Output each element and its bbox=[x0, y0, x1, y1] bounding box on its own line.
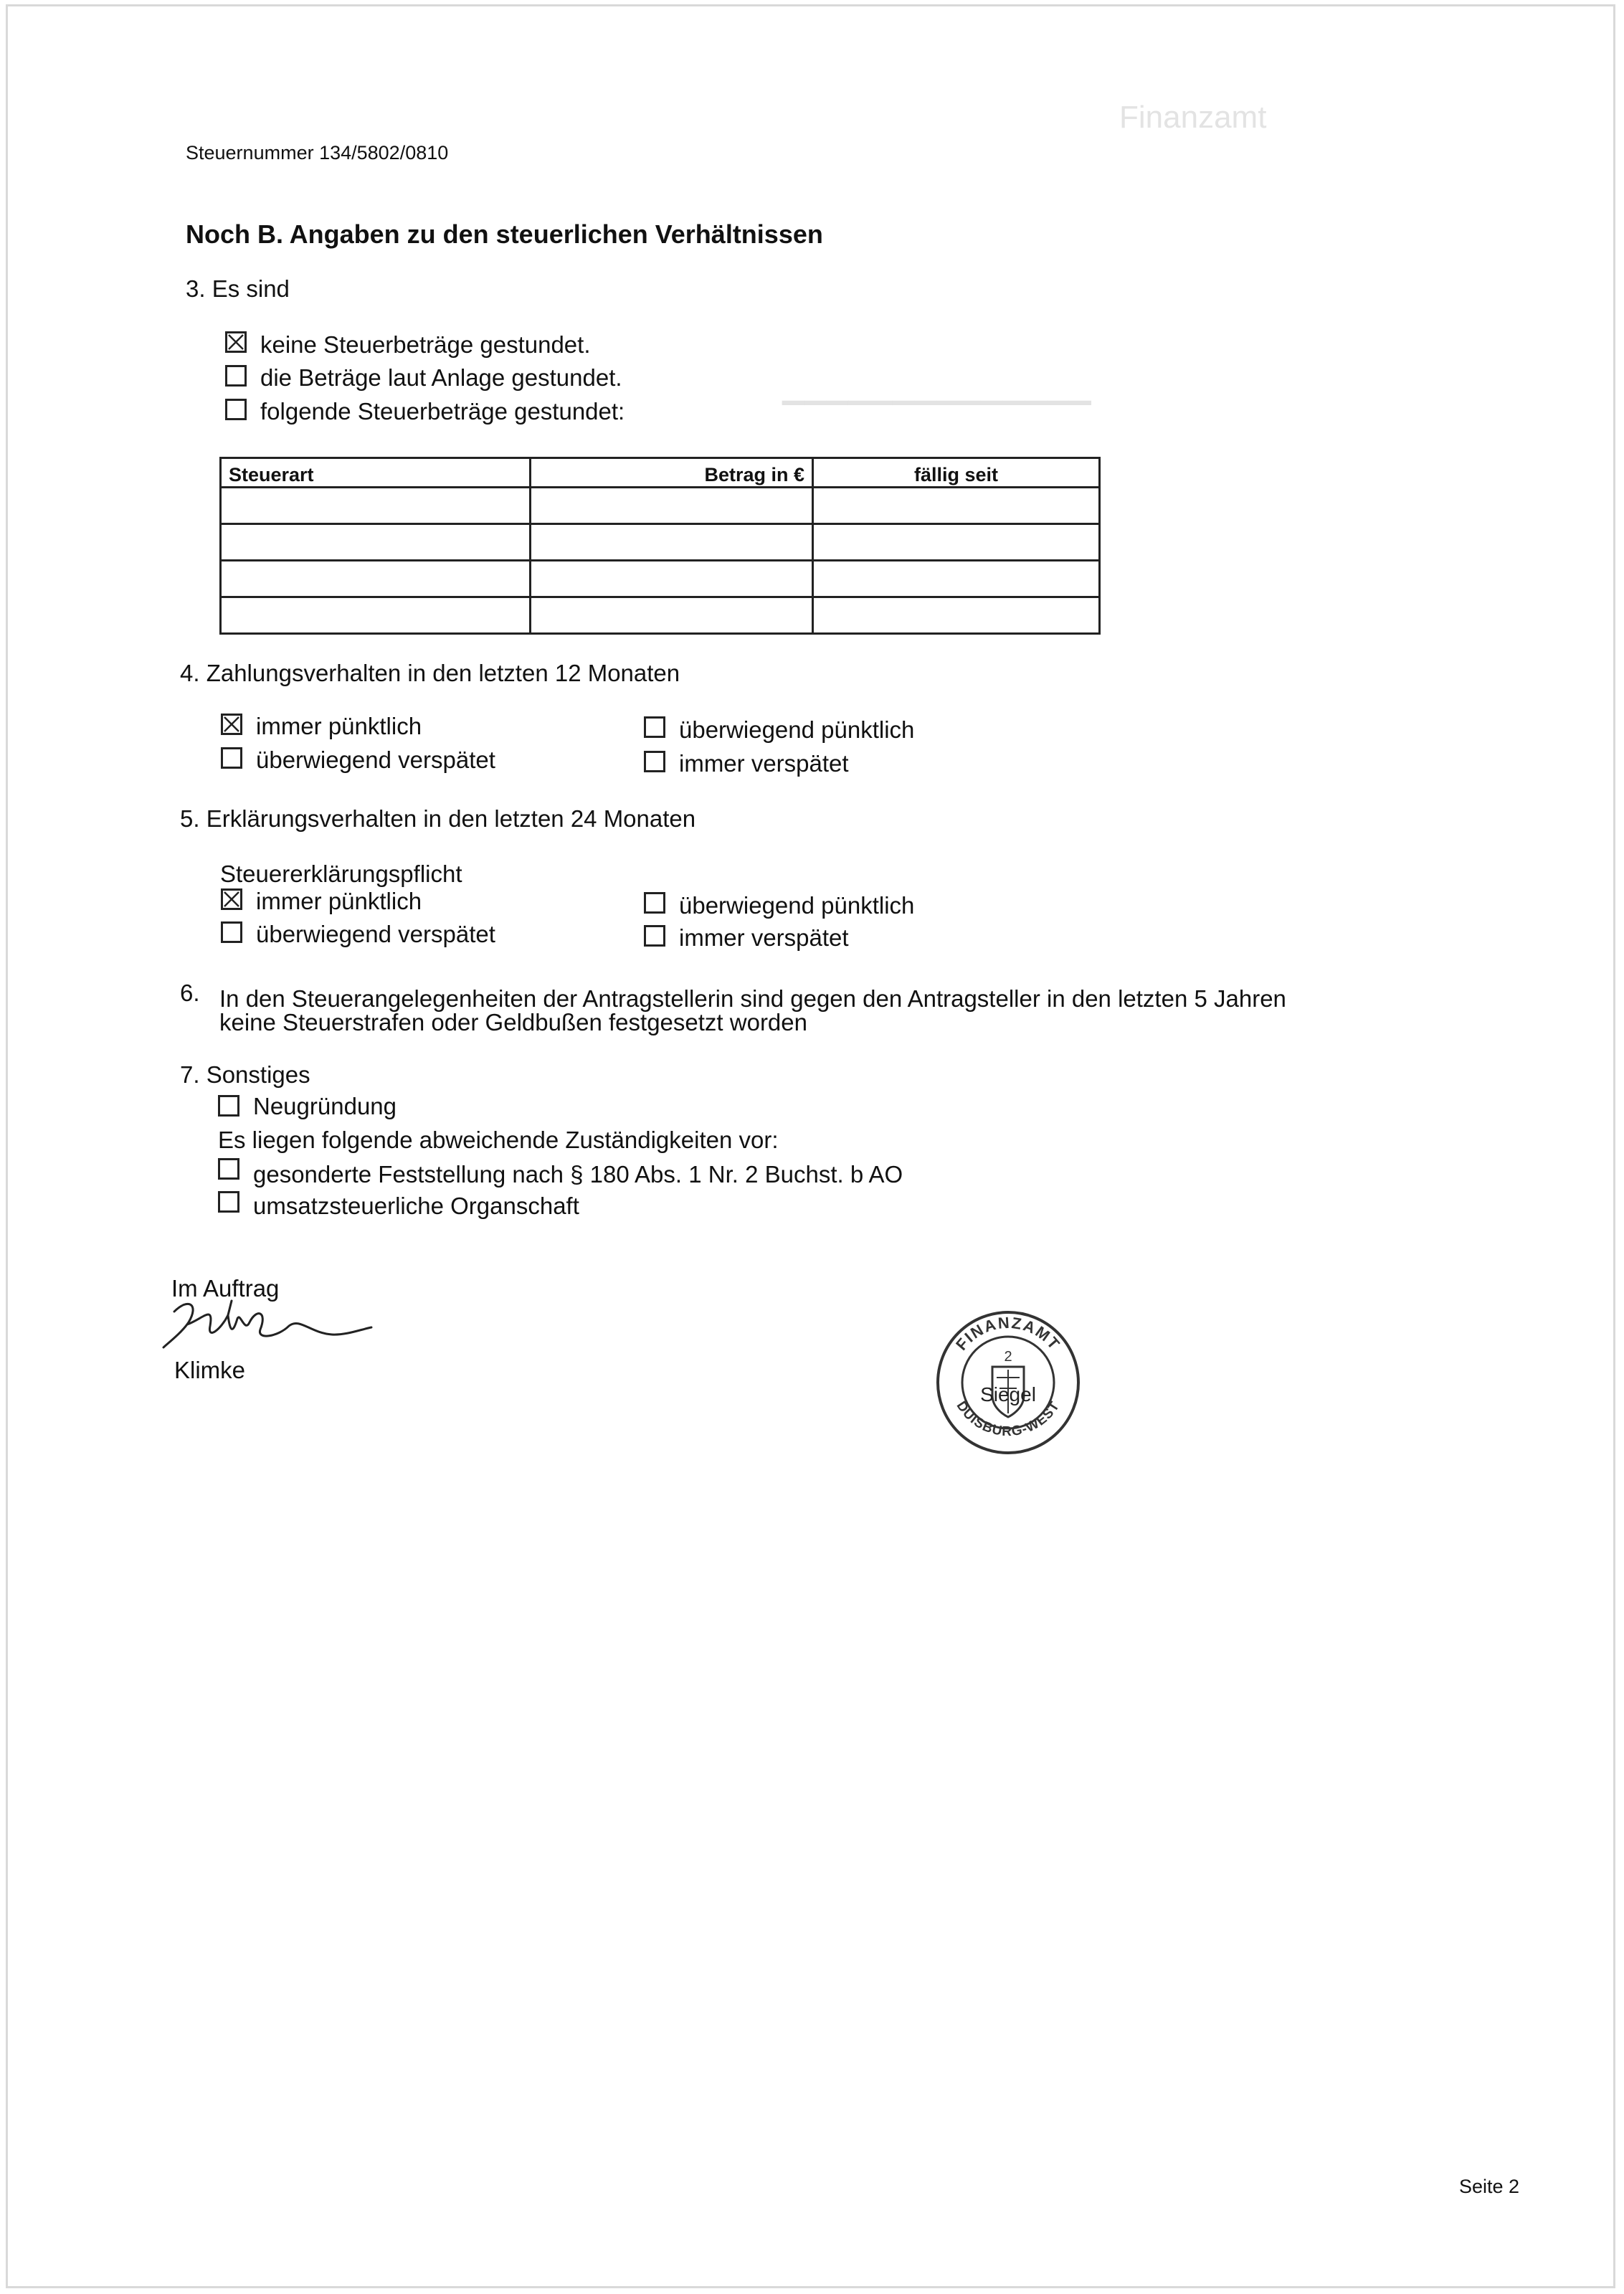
section-6-line-2: keine Steuerstrafen oder Geldbußen festgesetzt worden bbox=[219, 1009, 807, 1035]
checkbox-neugruendung[interactable] bbox=[218, 1095, 239, 1117]
svg-text:DUISBURG-WEST: DUISBURG-WEST bbox=[953, 1398, 1063, 1440]
column-header-steuerart: Steuerart bbox=[221, 458, 531, 488]
table-cell[interactable] bbox=[531, 488, 813, 524]
checkbox-zahlung-ueberwiegend-puenktlich[interactable] bbox=[644, 716, 665, 738]
checkbox-zahlung-immer-verspaetet[interactable] bbox=[644, 751, 665, 772]
table-row bbox=[221, 597, 1100, 634]
option-label: überwiegend pünktlich bbox=[679, 716, 915, 743]
option-label: Neugründung bbox=[253, 1093, 396, 1119]
option-label: überwiegend pünktlich bbox=[679, 892, 915, 919]
checkbox-erklaerung-ueberwiegend-verspaetet[interactable] bbox=[221, 921, 242, 943]
table-cell[interactable] bbox=[221, 488, 531, 524]
svg-text:FINANZAMT: FINANZAMT bbox=[952, 1313, 1064, 1354]
table-row bbox=[221, 561, 1100, 597]
table-row bbox=[221, 488, 1100, 524]
show-through-text: ▁▁▁▁▁▁▁▁▁▁▁▁▁▁ bbox=[782, 373, 1091, 404]
tax-number: Steuernummer 134/5802/0810 bbox=[186, 142, 449, 163]
section-3-heading: 3. Es sind bbox=[186, 275, 290, 302]
im-auftrag-label: Im Auftrag bbox=[171, 1275, 280, 1302]
checkbox-erklaerung-immer-puenktlich[interactable] bbox=[221, 888, 242, 910]
option-label: immer verspätet bbox=[679, 750, 849, 777]
table-cell[interactable] bbox=[531, 561, 813, 597]
option-label: immer pünktlich bbox=[256, 888, 422, 914]
checkbox-erklaerung-ueberwiegend-puenktlich[interactable] bbox=[644, 892, 665, 914]
show-through-text: Finanzamt bbox=[1119, 100, 1267, 135]
section-4-heading: 4. Zahlungsverhalten in den letzten 12 Monaten bbox=[180, 660, 680, 686]
checkbox-folgende-steuerbetraege[interactable] bbox=[225, 399, 247, 420]
option-label: folgende Steuerbeträge gestundet: bbox=[260, 398, 625, 425]
table-cell[interactable] bbox=[813, 597, 1100, 634]
column-header-betrag: Betrag in € bbox=[531, 458, 813, 488]
tax-deferral-table bbox=[219, 457, 1101, 635]
table-cell[interactable] bbox=[221, 597, 531, 634]
option-label: überwiegend verspätet bbox=[256, 747, 495, 773]
option-label: keine Steuerbeträge gestundet. bbox=[260, 331, 591, 358]
table-row bbox=[221, 524, 1100, 561]
option-label: die Beträge laut Anlage gestundet. bbox=[260, 364, 622, 391]
table-cell[interactable] bbox=[813, 561, 1100, 597]
checkbox-gesonderte-feststellung[interactable] bbox=[218, 1158, 239, 1180]
section-6-number: 6. bbox=[180, 980, 200, 1006]
checkbox-keine-steuerbetraege[interactable] bbox=[225, 331, 247, 353]
document-page bbox=[6, 4, 1615, 2288]
finanzamt-seal bbox=[935, 1309, 1081, 1456]
checkbox-zahlung-ueberwiegend-verspaetet[interactable] bbox=[221, 747, 242, 769]
section-5-heading: 5. Erklärungsverhalten in den letzten 24 Monaten bbox=[180, 805, 696, 832]
table-cell[interactable] bbox=[531, 524, 813, 561]
checkbox-betraege-laut-anlage[interactable] bbox=[225, 365, 247, 387]
checkbox-zahlung-immer-puenktlich[interactable] bbox=[221, 714, 242, 735]
svg-text:Siegel: Siegel bbox=[980, 1383, 1036, 1406]
table-cell[interactable] bbox=[221, 524, 531, 561]
section-7-heading: 7. Sonstiges bbox=[180, 1061, 310, 1088]
svg-text:2: 2 bbox=[1004, 1349, 1012, 1365]
option-label: umsatzsteuerliche Organschaft bbox=[253, 1193, 579, 1219]
deviating-responsibilities-label: Es liegen folgende abweichende Zuständigkeiten vor: bbox=[218, 1127, 779, 1153]
option-label: überwiegend verspätet bbox=[256, 921, 495, 947]
table-cell[interactable] bbox=[813, 524, 1100, 561]
table-cell[interactable] bbox=[531, 597, 813, 634]
checkbox-erklaerung-immer-verspaetet[interactable] bbox=[644, 925, 665, 947]
option-label: immer verspätet bbox=[679, 924, 849, 951]
option-label: gesonderte Feststellung nach § 180 Abs. 1 Nr. 2 Buchst. b AO bbox=[253, 1161, 903, 1188]
section-5-sublabel: Steuererklärungspflicht bbox=[220, 861, 462, 887]
table-cell[interactable] bbox=[813, 488, 1100, 524]
table-cell[interactable] bbox=[221, 561, 531, 597]
option-label: immer pünktlich bbox=[256, 713, 422, 739]
signer-name: Klimke bbox=[174, 1357, 246, 1383]
page-number: Seite 2 bbox=[1459, 2176, 1520, 2197]
section-6-line-1: In den Steuerangelegenheiten der Antragstellerin sind gegen den Antragsteller in den letzten 5 Jahren bbox=[219, 985, 1286, 1012]
table-header-row bbox=[221, 458, 1100, 488]
checkbox-umsatzsteuerliche-organschaft[interactable] bbox=[218, 1191, 239, 1213]
page-title: Noch B. Angaben zu den steuerlichen Verhältnissen bbox=[186, 219, 823, 249]
column-header-faellig-seit: fällig seit bbox=[813, 458, 1100, 488]
